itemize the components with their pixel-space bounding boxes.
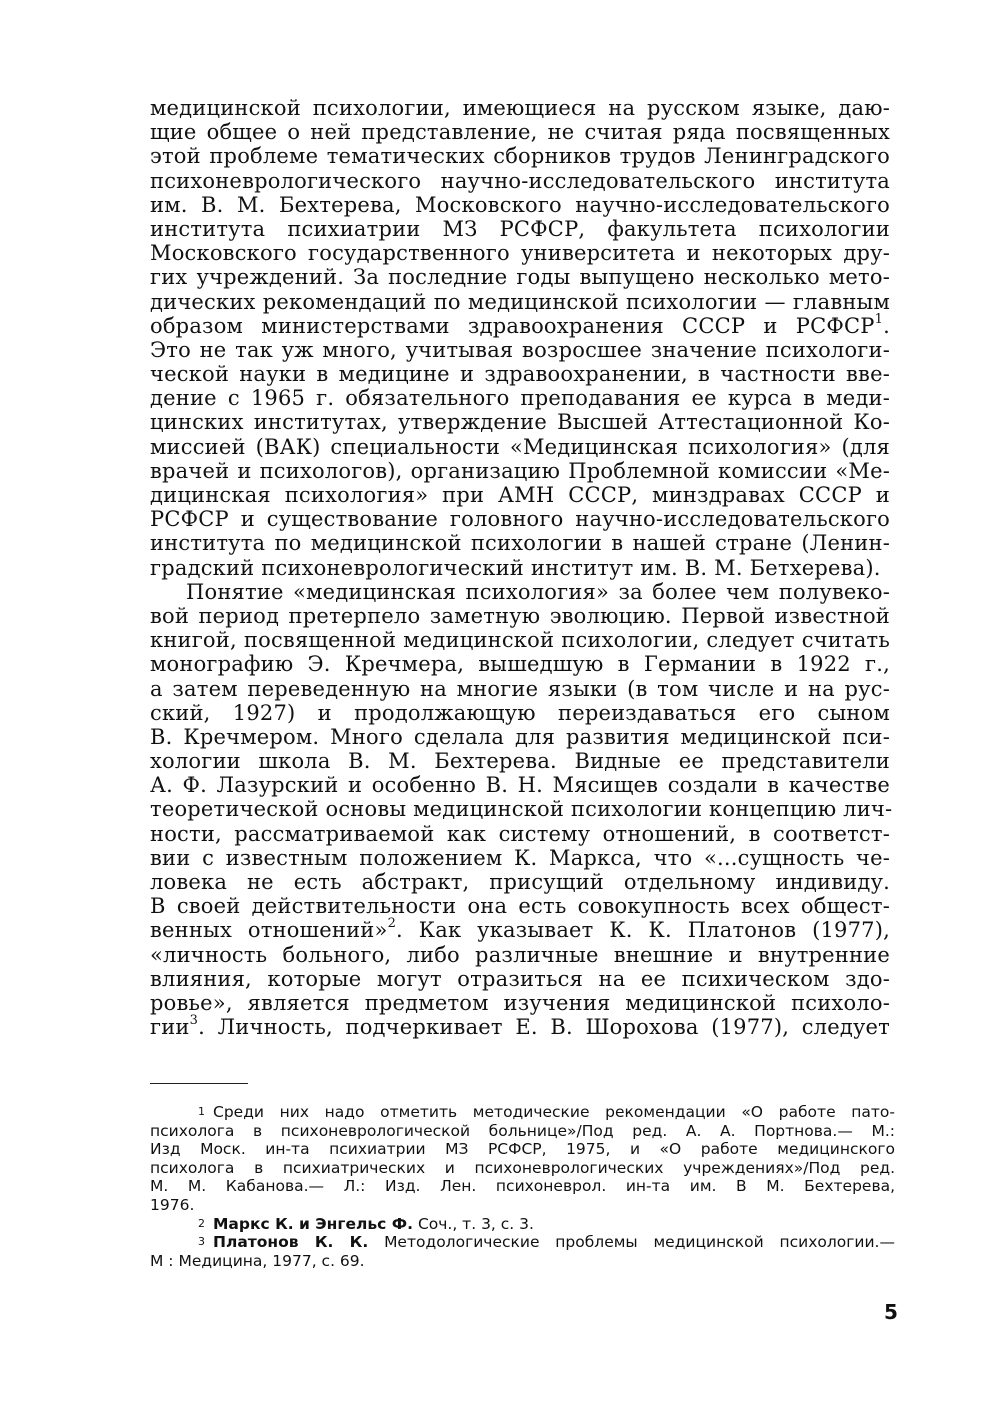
footnote-marker: 2 — [198, 1216, 205, 1230]
text-line: психоневрологического научно-исследовательского института — [150, 168, 890, 193]
text-line: влияния, которые могут отразиться на ее психическом здо- — [150, 966, 890, 991]
text-line: щие общее о ней представление, не считая ряда посвященных — [150, 120, 890, 145]
text-line: книгой, посвященной медицинской психологии, следует считать — [150, 628, 890, 653]
text-line: «личность больного, либо различные внешние и внутренние — [150, 942, 890, 967]
text-line: а затем переведенную на многие языки (в том числе и на рус- — [150, 676, 890, 701]
text-line: гии$^3$. Личность, подчеркивает Е. В. Шорохова (1977), следует — [150, 1013, 890, 1040]
text-line: медицинской психологии, имеющиеся на русском языке, даю- — [150, 96, 890, 120]
text-line: института психиатрии МЗ РСФСР, факультета психологии — [150, 216, 890, 241]
main-text-body — [150, 96, 893, 1040]
text-line: ловека не есть абстракт, присущий отдельному индивиду. — [150, 870, 890, 894]
footnote-ref-2: 2 — [387, 916, 397, 932]
text-line: ности, рассматриваемой как систему отношений, в соответст- — [150, 821, 890, 846]
footnote-line: 1976. — [150, 1195, 195, 1214]
footnote-3 — [150, 1233, 895, 1252]
text-line: РСФСР и существование головного научно-исследовательского — [150, 507, 890, 532]
text-line: дицинская психология» при АМН СССР, минздравах СССР и — [150, 483, 890, 507]
text-line: ровье», является предметом изучения медицинской психоло- — [150, 990, 890, 1015]
text-line: Это не так уж много, учитывая возросшее значение психологи- — [150, 337, 890, 362]
footnote-text: Методологические проблемы медицинской психологии.— — [384, 1233, 895, 1252]
footnote-divider — [150, 1083, 248, 1084]
paragraph-start-line: Понятие «медицинская психология» за более чем полувеко- — [186, 579, 890, 604]
footnote-text: Соч., т. 3, с. 3. — [417, 1214, 534, 1233]
footnote-author: Платонов К. К. — [213, 1233, 369, 1252]
text-line: вой период претерпело заметную эволюцию. Первой известной — [150, 603, 890, 628]
text-segment: венных отношений» — [150, 918, 388, 943]
text-line: образом министерствами здравоохранения СССР и РСФСР$^1$. — [150, 311, 890, 338]
text-line: врачей и психологов), организацию Проблемной комиссии «Ме- — [150, 458, 890, 483]
footnote-ref-1: 1 — [874, 311, 884, 327]
text-line: вии с известным положением К. Маркса, что «...сущность че- — [150, 845, 890, 870]
footnote-ref-3: 3 — [189, 1013, 199, 1029]
text-line: института по медицинской психологии в нашей стране (Ленин- — [150, 531, 890, 556]
text-line: им. В. М. Бехтерева, Московского научно-исследовательского — [150, 192, 890, 217]
text-line: гих учреждений. За последние годы выпущено несколько мето- — [150, 265, 890, 290]
footnote-marker: 3 — [198, 1235, 205, 1249]
text-line: градский психоневрологический институт им. В. М. Бетхерева). — [150, 555, 881, 580]
text-line: А. Ф. Лазурский и особенно В. Н. Мясищев создали в качестве — [150, 773, 890, 798]
text-line: хологии школа В. М. Бехтерева. Видные ее представители — [150, 749, 890, 774]
footnote-2 — [150, 1215, 895, 1234]
page-number: 5 — [884, 1300, 898, 1324]
text-line: В. Кречмером. Много сделала для развития медицинской пси- — [150, 724, 890, 749]
text-segment: образом министерствами здравоохранения СССР и РСФСР — [150, 313, 875, 338]
text-line: монографию Э. Кречмера, вышедшую в Германии в 1922 г., — [150, 652, 890, 677]
text-line: В своей действительности она есть совокупность всех общест- — [150, 894, 890, 919]
text-line: теоретической основы медицинской психологии концепцию лич- — [150, 797, 893, 822]
footnote-line: Изд Моск. ин-та психиатрии МЗ РСФСР, 1975, и «О работе медицинского — [150, 1140, 895, 1159]
footnote-marker: 1 — [198, 1105, 205, 1118]
footnote-line: М. М. Кабанова.— Л.: Изд. Лен. психоневрол. ин-та им. В М. Бехтерева, — [150, 1177, 895, 1196]
footnote-line: психолога в психоневрологической больнице»/Под ред. А. А. Портнова.— М.: — [150, 1121, 895, 1140]
text-line: ческой науки в медицине и здравоохранении, в частности вве- — [150, 362, 890, 387]
footnote-text: Среди них надо отметить методические рекомендации «О работе пато- — [213, 1103, 895, 1121]
text-segment: гии — [150, 1015, 190, 1040]
text-line: венных отношений»$^2$. Как указывает К. К. Платонов (1977), — [150, 916, 890, 943]
text-line: ский, 1927) и продолжающую переиздаваться его сыном — [150, 700, 890, 725]
text-line: Московского государственного университета и некоторых дру- — [150, 241, 890, 266]
footnotes — [150, 1103, 895, 1270]
text-line: дических рекомендаций по медицинской психологии — главным — [150, 289, 890, 314]
text-segment: Личность, подчеркивает Е. В. Шорохова (1977), следует — [217, 1015, 890, 1040]
footnote-author: Маркс К. и Энгельс Ф. — [213, 1214, 413, 1233]
text-line: этой проблеме тематических сборников трудов Ленинградского — [150, 144, 890, 169]
footnote-line: психолога в психиатрических и психоневрологических учреждениях»/Под ред. — [150, 1158, 895, 1177]
footnote-line: М : Медицина, 1977, с. 69. — [150, 1251, 365, 1270]
text-line: миссией (ВАК) специальности «Медицинская психология» (для — [150, 434, 890, 459]
text-segment: Как указывает К. К. Платонов (1977), — [418, 918, 890, 943]
text-line: цинских институтах, утверждение Высшей Аттестационной Ко- — [150, 410, 890, 435]
footnote-1 — [150, 1103, 895, 1122]
text-line: дение с 1965 г. обязательного преподавания ее курса в меди- — [150, 386, 890, 411]
